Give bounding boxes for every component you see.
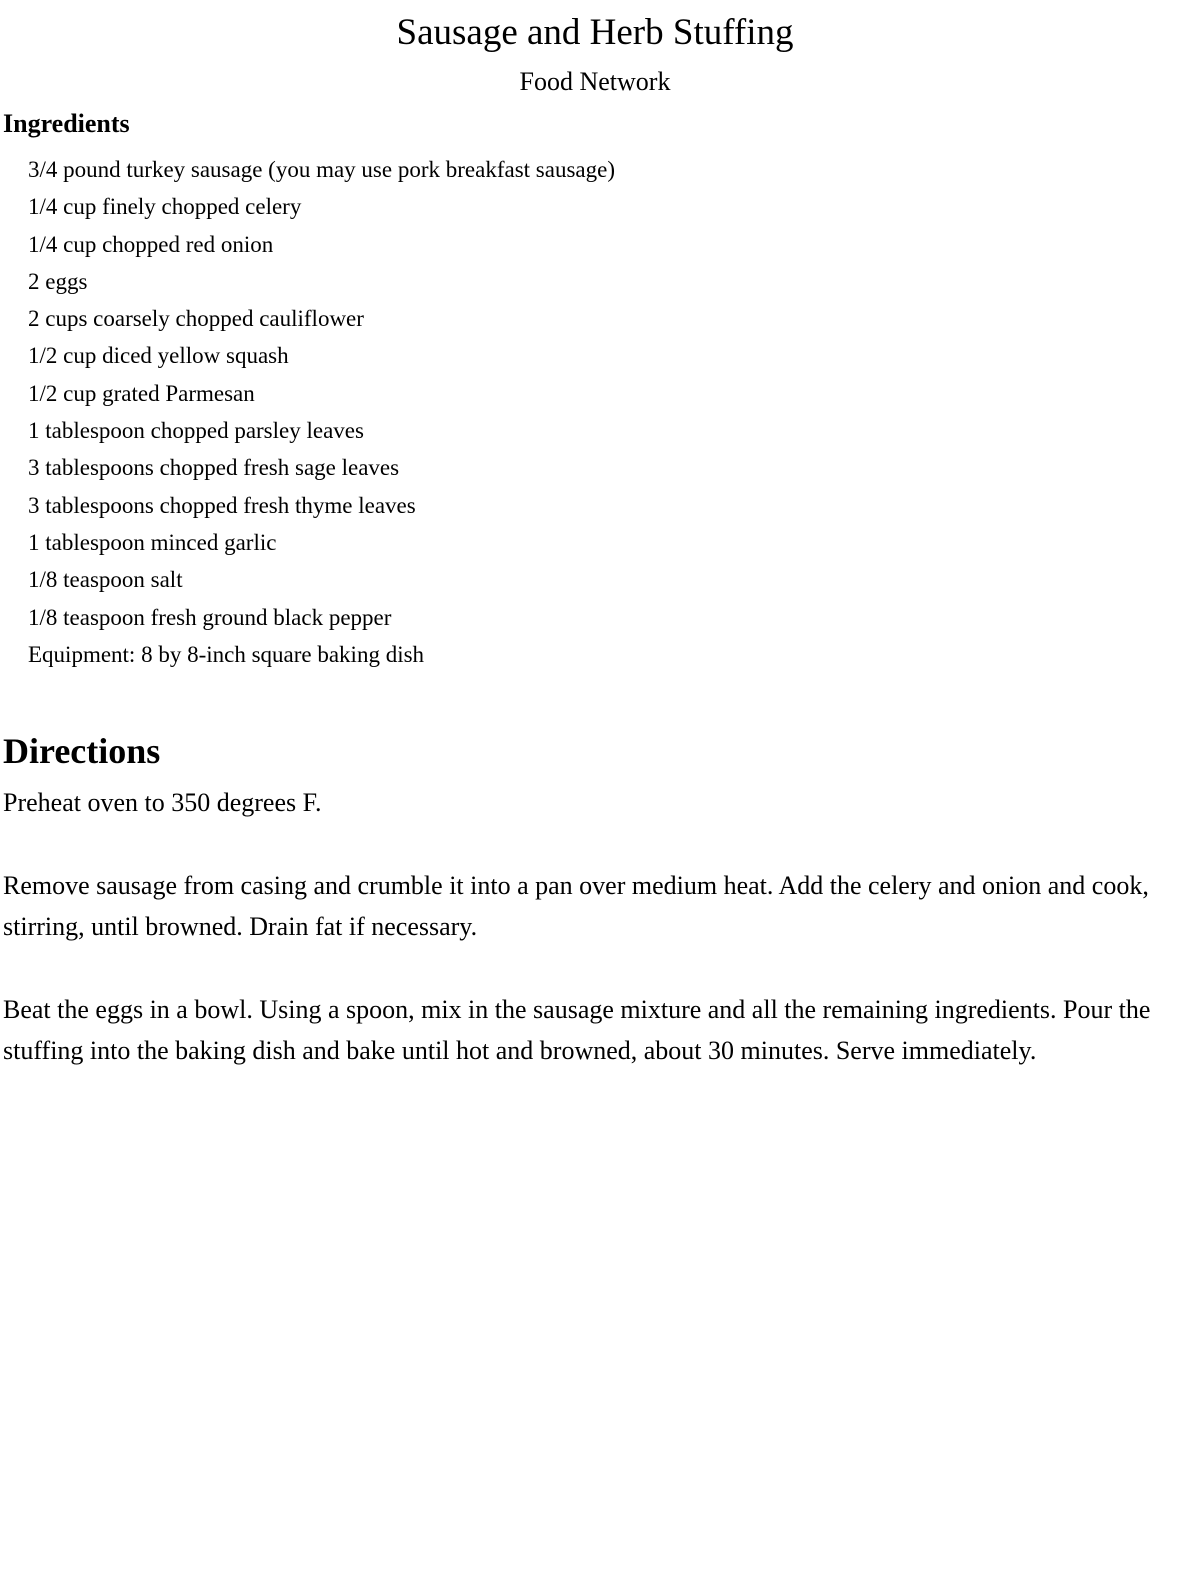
recipe-title: Sausage and Herb Stuffing	[396, 12, 794, 53]
directions-body	[3, 782, 1193, 1113]
ingredient-item: Equipment: 8 by 8-inch square baking dish	[28, 641, 425, 667]
direction-step: Preheat oven to 350 degrees F.	[3, 788, 322, 817]
ingredient-item: 1/2 cup diced yellow squash	[28, 343, 289, 369]
ingredient-item: 1 tablespoon minced garlic	[28, 529, 277, 555]
ingredient-item: 1/8 teaspoon fresh ground black pepper	[28, 604, 392, 630]
direction-step: Beat the eggs in a bowl. Using a spoon, mix in the sausage mixture and all the remaining ingredients. Pour the stuffing into the baking dish and bake until hot and browned, about 30 minutes. Serve immediately.	[3, 994, 1151, 1065]
recipe-source: Food Network	[519, 67, 671, 96]
ingredient-item: 2 eggs	[28, 268, 88, 294]
ingredient-item: 1 tablespoon chopped parsley leaves	[28, 418, 364, 444]
ingredient-item: 3/4 pound turkey sausage (you may use pork breakfast sausage)	[28, 157, 615, 182]
ingredients-heading: Ingredients	[3, 109, 130, 138]
direction-step: Remove sausage from casing and crumble it into a pan over medium heat. Add the celery and onion and cook, stirring, until browned. Drain fat if necessary.	[3, 870, 1149, 941]
ingredient-item: 3 tablespoons chopped fresh sage leaves	[28, 455, 400, 481]
ingredient-item: 1/2 cup grated Parmesan	[28, 380, 255, 406]
directions-heading: Directions	[3, 731, 161, 771]
ingredient-item: 1/4 cup finely chopped celery	[28, 194, 302, 220]
ingredient-item: 3 tablespoons chopped fresh thyme leaves	[28, 492, 416, 518]
ingredient-item: 2 cups coarsely chopped cauliflower	[28, 306, 364, 332]
ingredient-item: 1/4 cup chopped red onion	[28, 231, 274, 257]
ingredient-item: 1/8 teaspoon salt	[28, 567, 183, 593]
ingredients-list	[28, 151, 615, 673]
